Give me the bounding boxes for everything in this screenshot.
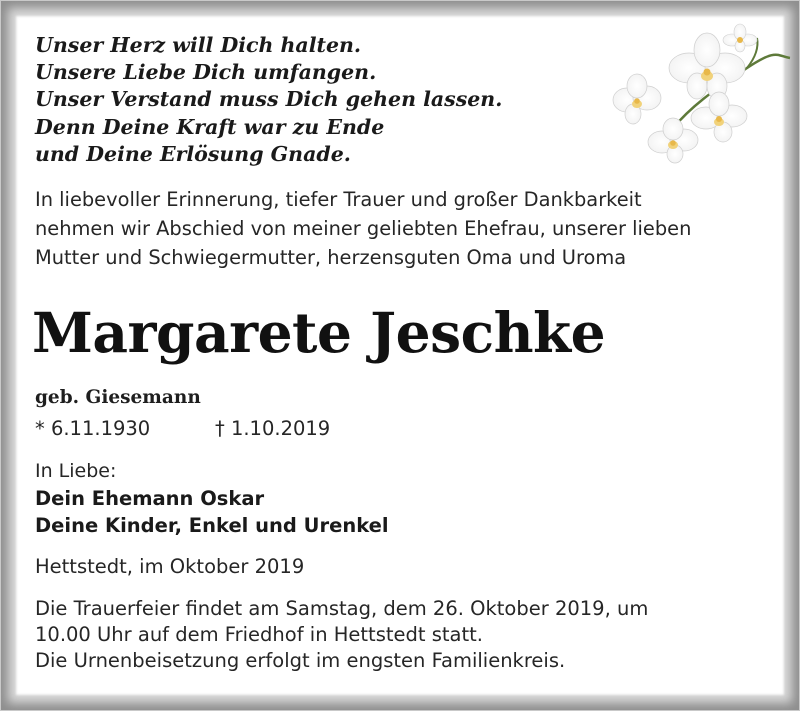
intro-line: nehmen wir Abschied von meiner geliebten Ehefrau, unserer lieben [35,217,692,240]
place-date: Hettstedt, im Oktober 2019 [35,555,305,578]
orchid-flower-icon [607,18,792,168]
mourner-line: Deine Kinder, Enkel und Urenkel [35,514,389,537]
funeral-line: Die Trauerfeier findet am Samstag, dem 26. Oktober 2019, um [35,597,649,620]
poem-line: Unser Herz will Dich halten. [35,33,362,57]
poem-line: Denn Deine Kraft war zu Ende [35,114,385,139]
birth-date: * 6.11.1930 [35,417,151,440]
poem-line: und Deine Erlösung Gnade. [35,141,351,166]
funeral-line: 10.00 Uhr auf dem Friedhof in Hettstedt statt. [35,623,483,646]
poem-line: Unser Verstand muss Dich gehen lassen. [35,87,503,112]
poem [35,32,502,168]
poem-line: Unsere Liebe Dich umfangen. [35,60,377,85]
mourners-intro: In Liebe: [35,460,117,482]
life-dates [35,416,330,442]
intro-line: Mutter und Schwiegermutter, herzensguten Oma und Uroma [35,246,627,269]
intro-line: In liebevoller Erinnerung, tiefer Trauer und großer Dankbarkeit [35,188,642,211]
death-date: † 1.10.2019 [215,417,331,440]
mourners-list [35,485,389,539]
mourner-line: Dein Ehemann Oskar [35,487,265,510]
funeral-info [35,596,648,674]
birth-name: geb. Giesemann [35,387,201,408]
intro-text [35,185,691,272]
funeral-line: Die Urnenbeisetzung erfolgt im engsten Familienkreis. [35,649,566,672]
deceased-name: Margarete Jeschke [32,300,606,365]
